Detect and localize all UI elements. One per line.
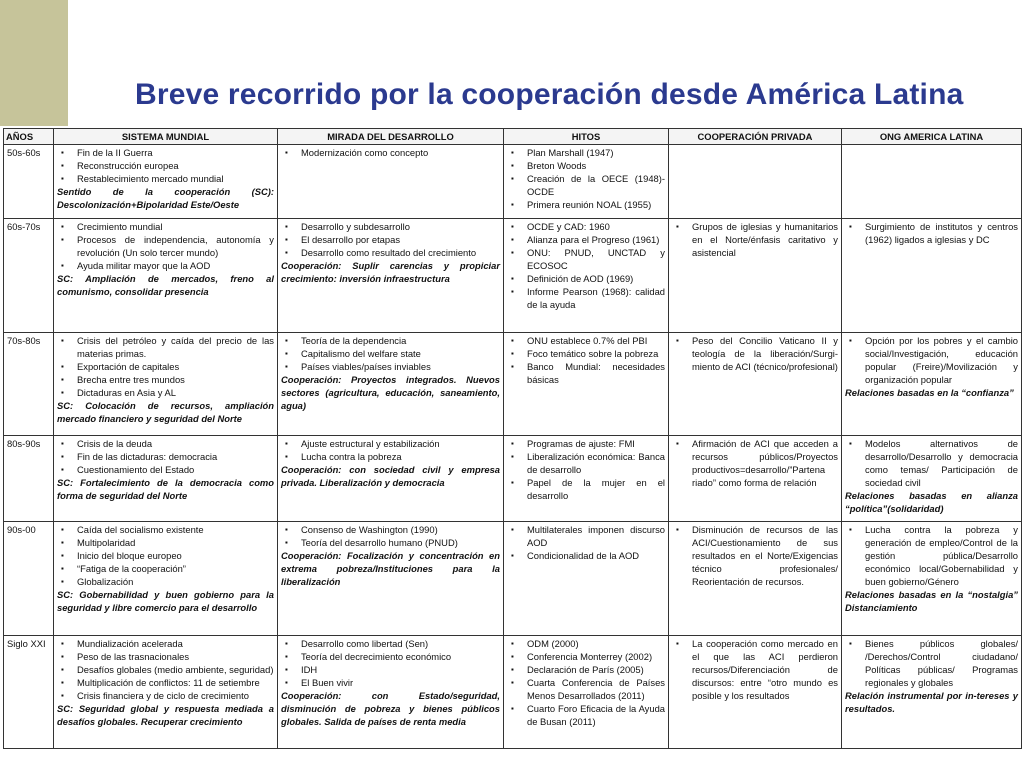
- mirada-note: Cooperación: Proyectos integrados. Nuevos sectores (agricultura, educación, saneamiento, agua): [281, 374, 500, 411]
- list-item: ▪ Bienes públicos globales/ /Derechos/Control ciudadano/ Políticas públicas/ Programas regionales y globales: [845, 637, 1018, 689]
- hitos-cell: [504, 436, 669, 522]
- list-item: ▪ Breton Woods: [507, 159, 665, 172]
- list-item: ▪ Desarrollo como libertad (Sen): [281, 637, 500, 650]
- list-item: ▪ Informe Pearson (1968): calidad de la ayuda: [507, 285, 665, 311]
- privada-list: [672, 334, 838, 373]
- list-item: ▪ Procesos de independencia, autonomía y revolución (Un solo tercer mundo): [57, 233, 274, 259]
- page-title: Breve recorrido por la cooperación desde América Latina: [135, 78, 964, 111]
- hitos-list: [507, 334, 665, 386]
- list-item: ▪ Desafíos globales (medio ambiente, seguridad): [57, 663, 274, 676]
- list-item: ▪ Teoría del decrecimiento económico: [281, 650, 500, 663]
- privada-cell: [669, 145, 842, 219]
- table-row: [4, 333, 1022, 436]
- list-item: ▪ Liberalización económica: Banca de desarrollo: [507, 450, 665, 476]
- sistema-list: [57, 220, 274, 272]
- list-item: ▪ Foco temático sobre la pobreza: [507, 347, 665, 360]
- list-item: ▪ Creación de la OECE (1948)-OCDE: [507, 172, 665, 198]
- ong-note: Relaciones basadas en la “confianza”: [845, 387, 1014, 398]
- ong-cell: [842, 522, 1022, 636]
- mirada-cell: [278, 636, 504, 749]
- privada-list: [672, 220, 838, 259]
- list-item: ▪ La cooperación como mercado en el que las ACI perdieron recursos/Diferenciación de discursos: entre “otro mundo es posible y los resultados: [672, 637, 838, 702]
- mirada-note: Cooperación: Suplir carencias y propiciar crecimiento: inversión infraestructura: [281, 260, 500, 284]
- list-item: ▪ Desarrollo como resultado del crecimiento: [281, 246, 500, 259]
- list-item: ▪ OCDE y CAD: 1960: [507, 220, 665, 233]
- mirada-list: [281, 523, 500, 549]
- list-item: ▪ Globalización: [57, 575, 274, 588]
- table-header-row: [4, 129, 1022, 145]
- privada-cell: [669, 219, 842, 333]
- list-item: ▪ Cuestionamiento del Estado: [57, 463, 274, 476]
- table-row: [4, 219, 1022, 333]
- list-item: ▪ IDH: [281, 663, 500, 676]
- ong-note: Relación instrumental por in-tereses y resultados.: [845, 690, 1018, 714]
- cooperation-table: [3, 128, 1022, 749]
- list-item: ▪ Surgimiento de institutos y centros (1962) ligados a iglesias y DC: [845, 220, 1018, 246]
- ong-list: [845, 220, 1018, 246]
- list-item: ▪ Fin de las dictaduras: democracia: [57, 450, 274, 463]
- list-item: ▪ Peso de las trasnacionales: [57, 650, 274, 663]
- list-item: ▪ Crisis del petróleo y caída del precio de las materias primas.: [57, 334, 274, 360]
- mirada-cell: [278, 333, 504, 436]
- list-item: ▪ Restablecimiento mercado mundial: [57, 172, 274, 185]
- sistema-note: Sentido de la cooperación (SC): Descolonización+Bipolaridad Este/Oeste: [57, 186, 274, 210]
- sistema-list: [57, 637, 274, 702]
- year-cell: 90s-00: [4, 522, 54, 636]
- list-item: ▪ Fin de la II Guerra: [57, 146, 274, 159]
- hitos-list: [507, 220, 665, 311]
- list-item: ▪ Consenso de Washington (1990): [281, 523, 500, 536]
- privada-list: [672, 523, 838, 588]
- list-item: ▪ Teoría del desarrollo humano (PNUD): [281, 536, 500, 549]
- list-item: ▪ Definición de AOD (1969): [507, 272, 665, 285]
- list-item: ▪ “Fatiga de la cooperación”: [57, 562, 274, 575]
- list-item: ▪ El desarrollo por etapas: [281, 233, 500, 246]
- ong-list: [845, 437, 1018, 489]
- sistema-cell: [54, 219, 278, 333]
- mirada-cell: [278, 436, 504, 522]
- accent-block: [0, 0, 68, 126]
- list-item: ▪ Países viables/países inviables: [281, 360, 500, 373]
- list-item: ▪ Cuarta Conferencia de Países Menos Desarrollados (2011): [507, 676, 665, 702]
- privada-cell: [669, 522, 842, 636]
- year-cell: 50s-60s: [4, 145, 54, 219]
- list-item: ▪ Condicionalidad de la AOD: [507, 549, 665, 562]
- privada-list: [672, 637, 838, 702]
- list-item: ▪ ONU: PNUD, UNCTAD y ECOSOC: [507, 246, 665, 272]
- privada-cell: [669, 636, 842, 749]
- mirada-list: [281, 437, 500, 463]
- list-item: ▪ Alianza para el Progreso (1961): [507, 233, 665, 246]
- list-item: ▪ Banco Mundial: necesidades básicas: [507, 360, 665, 386]
- list-item: ▪ Declaración de París (2005): [507, 663, 665, 676]
- list-item: ▪ Disminución de recursos de las ACI/Cuestionamiento de sus resultados en el Norte/Exigencias técnico profesionales/ Reorientación de recursos.: [672, 523, 838, 588]
- list-item: ▪ El Buen vivir: [281, 676, 500, 689]
- list-item: ▪ Mundialización acelerada: [57, 637, 274, 650]
- list-item: ▪ ONU establece 0.7% del PBI: [507, 334, 665, 347]
- list-item: ▪ Peso del Concilio Vaticano II y teología de la liberación/Surgi-miento de ACI (técnico/profesional): [672, 334, 838, 373]
- ong-note: Relaciones basadas en alianza “política”(solidaridad): [845, 490, 1018, 514]
- ong-list: [845, 523, 1018, 588]
- list-item: ▪ Afirmación de ACI que acceden a recursos públicos/Proyectos productivos=desarrollo/”Partena riado” como forma de relación: [672, 437, 838, 489]
- list-item: ▪ Crisis de la deuda: [57, 437, 274, 450]
- sistema-cell: [54, 333, 278, 436]
- sistema-note: SC: Gobernabilidad y buen gobierno para la seguridad y libre comercio para el desarrollo: [57, 589, 274, 613]
- list-item: ▪ Inicio del bloque europeo: [57, 549, 274, 562]
- sistema-list: [57, 334, 274, 399]
- header-years: AÑOS: [4, 129, 54, 145]
- list-item: ▪ Capitalismo del welfare state: [281, 347, 500, 360]
- year-cell: 70s-80s: [4, 333, 54, 436]
- mirada-cell: [278, 219, 504, 333]
- mirada-list: [281, 334, 500, 373]
- header-ong-america-latina: ONG AMERICA LATINA: [842, 129, 1022, 145]
- sistema-list: [57, 437, 274, 476]
- list-item: ▪ Lucha contra la pobreza y generación de empleo/Control de la gestión pública/Desarrollo económico local/Gobernabilidad y buen gobierno/Género: [845, 523, 1018, 588]
- year-cell: 60s-70s: [4, 219, 54, 333]
- hitos-cell: [504, 219, 669, 333]
- hitos-list: [507, 146, 665, 211]
- list-item: ▪ Programas de ajuste: FMI: [507, 437, 665, 450]
- list-item: ▪ Multilaterales imponen discurso AOD: [507, 523, 665, 549]
- list-item: ▪ Teoría de la dependencia: [281, 334, 500, 347]
- ong-cell: [842, 636, 1022, 749]
- header-hitos: HITOS: [504, 129, 669, 145]
- list-item: ▪ Reconstrucción europea: [57, 159, 274, 172]
- mirada-note: Cooperación: con Estado/seguridad, disminución de pobreza y bienes públicos globales. Salida de países de renta media: [281, 690, 500, 727]
- list-item: ▪ Brecha entre tres mundos: [57, 373, 274, 386]
- sistema-note: SC: Colocación de recursos, ampliación mercado financiero y seguridad del Norte: [57, 400, 274, 424]
- privada-list: [672, 437, 838, 489]
- ong-list: [845, 637, 1018, 689]
- list-item: ▪ Desarrollo y subdesarrollo: [281, 220, 500, 233]
- privada-cell: [669, 436, 842, 522]
- list-item: ▪ Plan Marshall (1947): [507, 146, 665, 159]
- list-item: ▪ Primera reunión NOAL (1955): [507, 198, 665, 211]
- hitos-cell: [504, 145, 669, 219]
- sistema-cell: [54, 436, 278, 522]
- sistema-cell: [54, 145, 278, 219]
- mirada-list: [281, 146, 500, 159]
- year-cell: 80s-90s: [4, 436, 54, 522]
- mirada-cell: [278, 522, 504, 636]
- sistema-cell: [54, 636, 278, 749]
- list-item: ▪ Dictaduras en Asia y AL: [57, 386, 274, 399]
- sistema-note: SC: Ampliación de mercados, freno al comunismo, consolidar presencia: [57, 273, 274, 297]
- list-item: ▪ Opción por los pobres y el cambio social/Investigación, educación popular (Freire)/Movilización y organización popular: [845, 334, 1018, 386]
- sistema-cell: [54, 522, 278, 636]
- hitos-cell: [504, 522, 669, 636]
- hitos-list: [507, 437, 665, 502]
- list-item: ▪ Multipolaridad: [57, 536, 274, 549]
- hitos-cell: [504, 636, 669, 749]
- year-cell: Siglo XXI: [4, 636, 54, 749]
- list-item: ▪ Exportación de capitales: [57, 360, 274, 373]
- table-row: [4, 636, 1022, 749]
- privada-cell: [669, 333, 842, 436]
- list-item: ▪ Caída del socialismo existente: [57, 523, 274, 536]
- list-item: ▪ Grupos de iglesias y humanitarios en el Norte/énfasis caritativo y asistencial: [672, 220, 838, 259]
- ong-cell: [842, 333, 1022, 436]
- list-item: ▪ ODM (2000): [507, 637, 665, 650]
- list-item: ▪ Crecimiento mundial: [57, 220, 274, 233]
- list-item: ▪ Papel de la mujer en el desarrollo: [507, 476, 665, 502]
- mirada-list: [281, 220, 500, 259]
- table-row: [4, 522, 1022, 636]
- header-sistema-mundial: SISTEMA MUNDIAL: [54, 129, 278, 145]
- hitos-cell: [504, 333, 669, 436]
- hitos-list: [507, 523, 665, 562]
- list-item: ▪ Crisis financiera y de ciclo de crecimiento: [57, 689, 274, 702]
- list-item: ▪ Multiplicación de conflictos: 11 de setiembre: [57, 676, 274, 689]
- sistema-list: [57, 523, 274, 588]
- header-cooperacion-privada: COOPERACIÓN PRIVADA: [669, 129, 842, 145]
- ong-cell: [842, 436, 1022, 522]
- hitos-list: [507, 637, 665, 728]
- list-item: ▪ Conferencia Monterrey (2002): [507, 650, 665, 663]
- list-item: ▪ Cuarto Foro Eficacia de la Ayuda de Busan (2011): [507, 702, 665, 728]
- ong-cell: [842, 145, 1022, 219]
- sistema-note: SC: Fortalecimiento de la democracia como forma de seguridad del Norte: [57, 477, 274, 501]
- mirada-cell: [278, 145, 504, 219]
- ong-note: Relaciones basadas en la “nostalgia” Distanciamiento: [845, 589, 1018, 613]
- list-item: ▪ Lucha contra la pobreza: [281, 450, 500, 463]
- sistema-note: SC: Seguridad global y respuesta mediada a desafíos globales. Recuperar crecimiento: [57, 703, 274, 727]
- ong-cell: [842, 219, 1022, 333]
- table-row: [4, 436, 1022, 522]
- mirada-list: [281, 637, 500, 689]
- mirada-note: Cooperación: Focalización y concentración en extrema pobreza/Instituciones para la liberalización: [281, 550, 500, 587]
- sistema-list: [57, 146, 274, 185]
- list-item: ▪ Ajuste estructural y estabilización: [281, 437, 500, 450]
- list-item: ▪ Modelos alternativos de desarrollo/Desarrollo y democracia como temas/ Participación de sociedad civil: [845, 437, 1018, 489]
- table-row: [4, 145, 1022, 219]
- header-mirada-desarrollo: MIRADA DEL DESARROLLO: [278, 129, 504, 145]
- list-item: ▪ Modernización como concepto: [281, 146, 500, 159]
- ong-list: [845, 334, 1018, 386]
- mirada-note: Cooperación: con sociedad civil y empresa privada. Liberalización y democracia: [281, 464, 500, 488]
- list-item: ▪ Ayuda militar mayor que la AOD: [57, 259, 274, 272]
